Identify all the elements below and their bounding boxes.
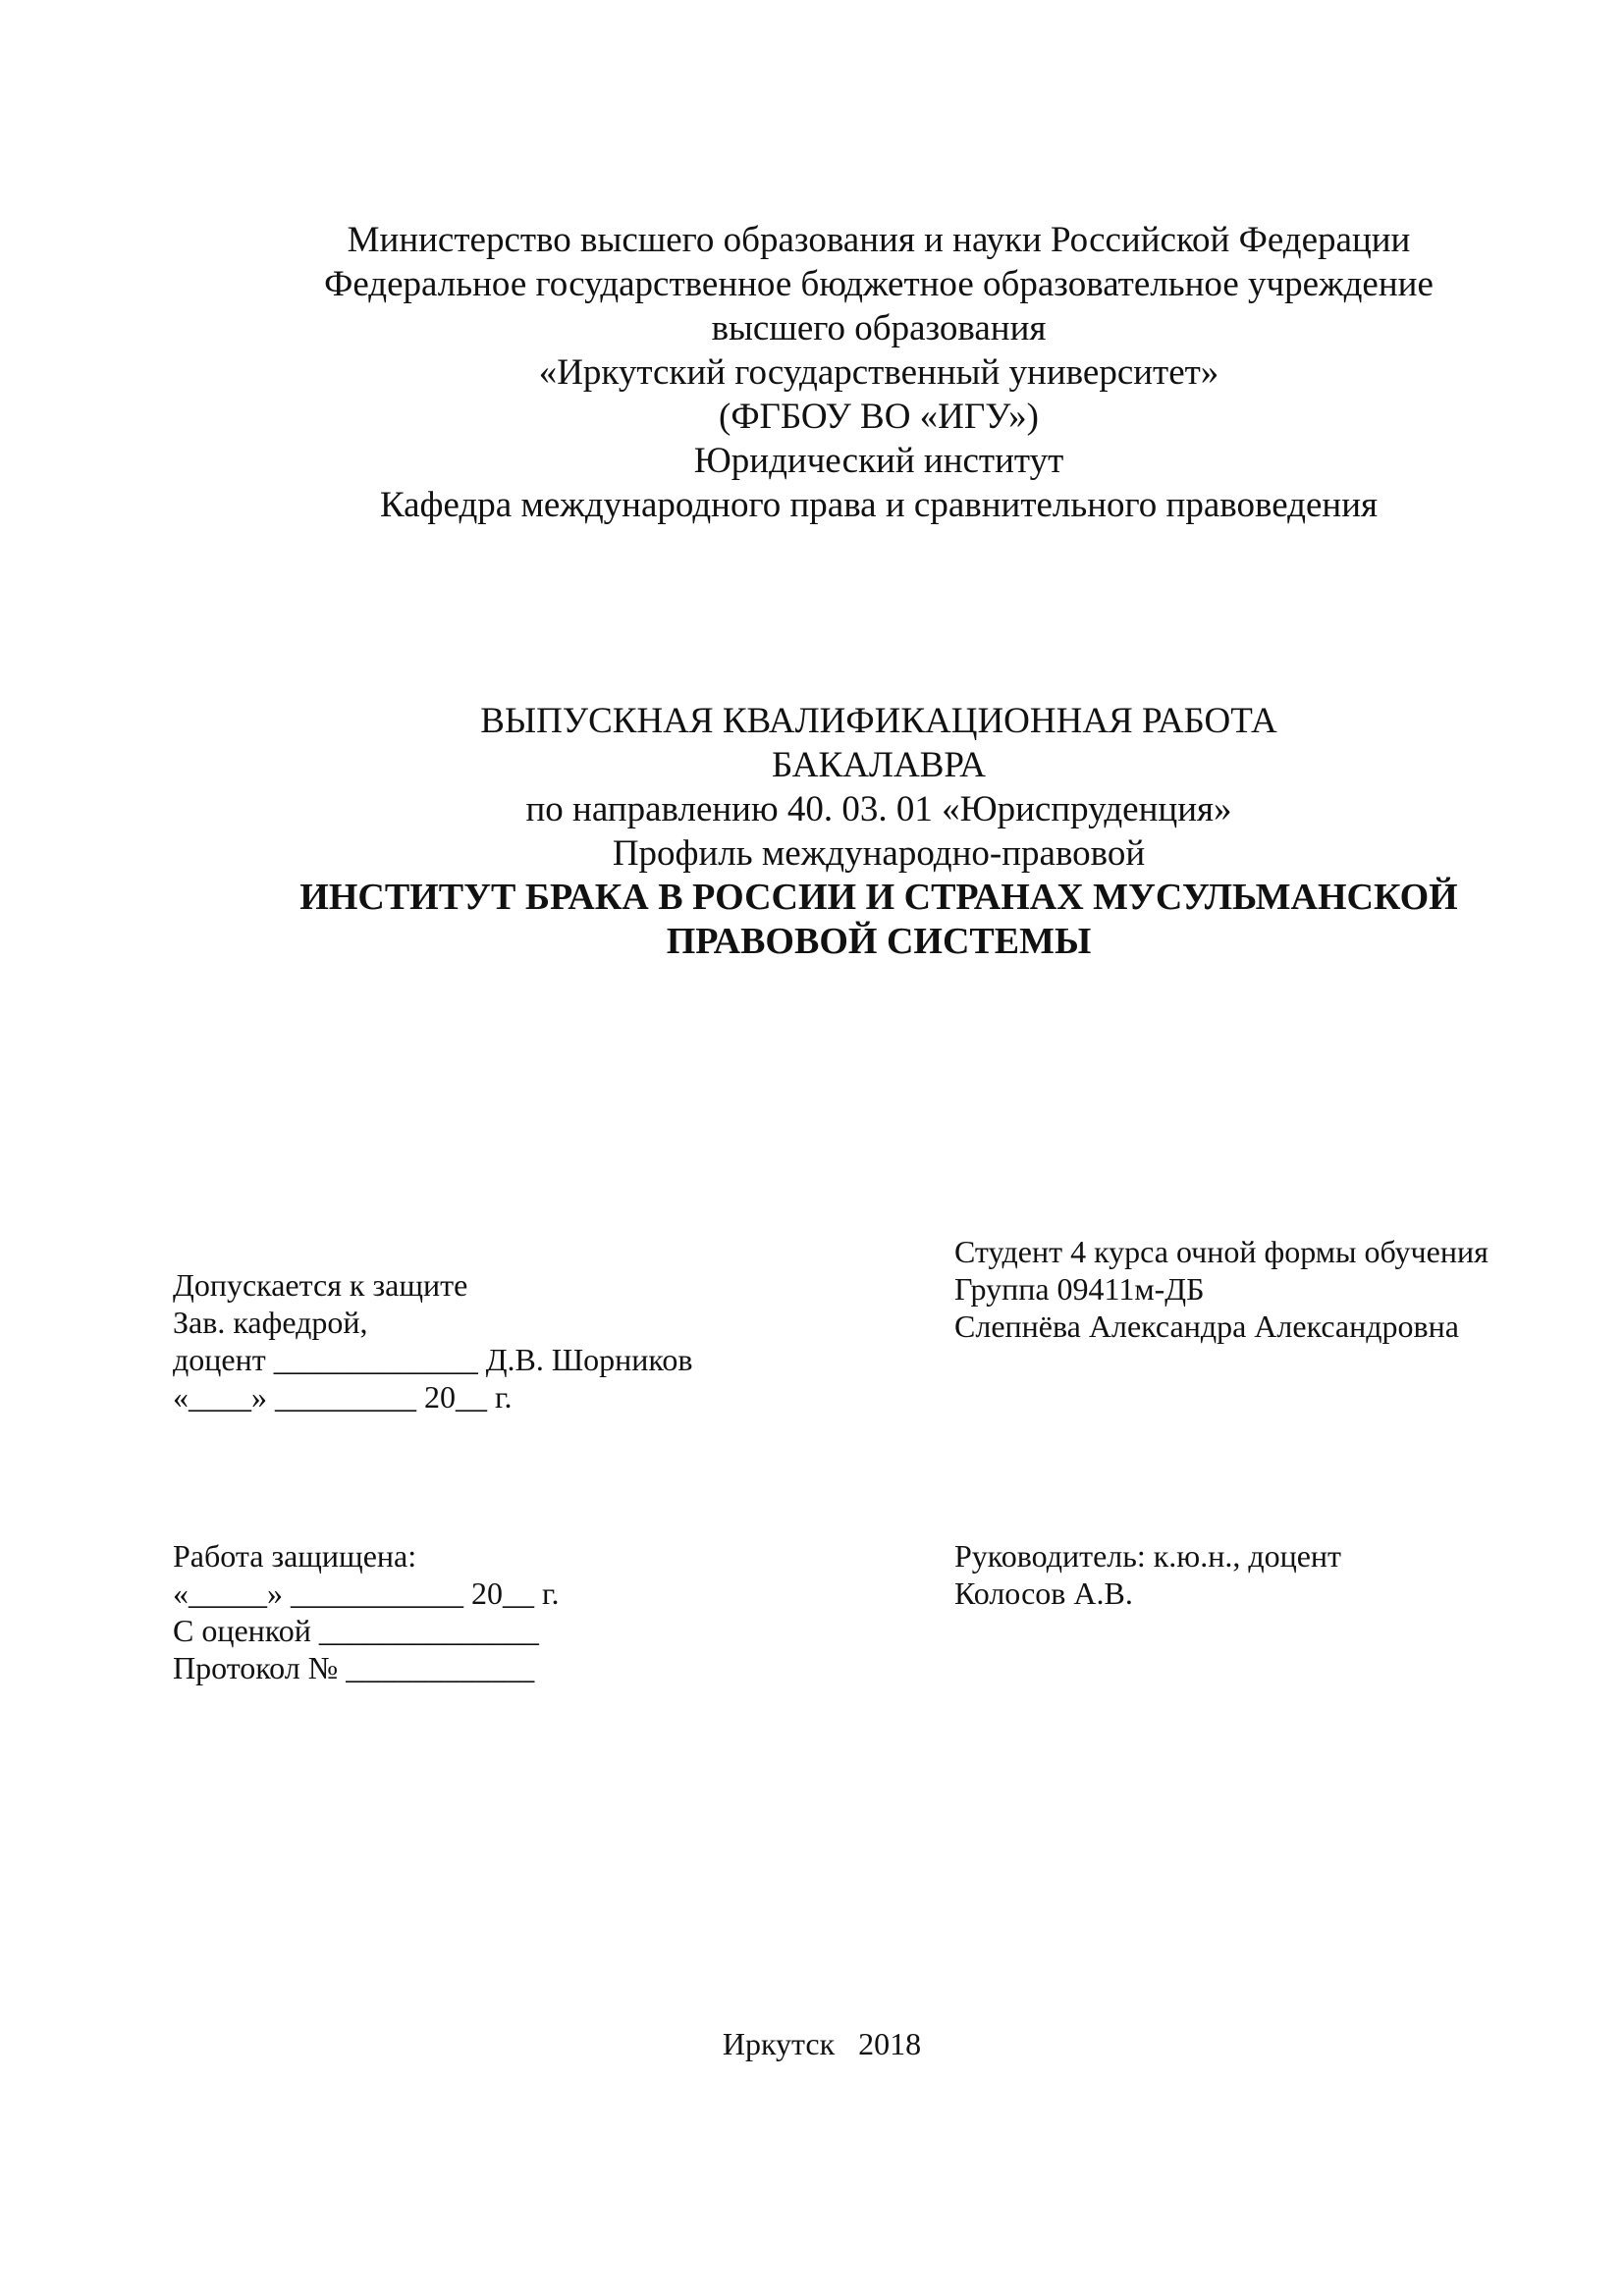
thesis-title-line-1: ИНСТИТУТ БРАКА В РОССИИ И СТРАНАХ МУСУЛЬМАНСКОЙ <box>299 877 1458 918</box>
admission-line-3: доцент _____________ Д.В. Шорников <box>173 1342 693 1377</box>
work-title-block <box>0 699 1624 964</box>
university-name-line: «Иркутский государственный университет» <box>538 352 1219 393</box>
city-year-text: Иркутск 2018 <box>722 2026 922 2061</box>
defense-line-3: С оценкой ______________ <box>173 1613 539 1648</box>
supervisor-block <box>954 1537 1341 1612</box>
education-level-line: высшего образования <box>711 308 1047 348</box>
thesis-title-line-2: ПРАВОВОЙ СИСТЕМЫ <box>666 921 1092 962</box>
supervisor-line-1: Руководитель: к.ю.н., доцент <box>954 1538 1342 1574</box>
admission-line-4: «____» _________ 20__ г. <box>173 1379 513 1415</box>
institution-header <box>0 218 1624 527</box>
supervisor-line-2: Колосов А.В. <box>954 1575 1133 1611</box>
university-abbreviation-line: (ФГБОУ ВО «ИГУ») <box>719 397 1039 437</box>
defense-line-2: «_____» ___________ 20__ г. <box>173 1575 560 1611</box>
work-type-line-1: ВЫПУСКНАЯ КВАЛИФИКАЦИОННАЯ РАБОТА <box>480 701 1277 741</box>
work-type-line-2: БАКАЛАВРА <box>772 745 986 785</box>
footer-city-year <box>0 2024 1624 2063</box>
institution-type-line: Федеральное государственное бюджетное образовательное учреждение <box>324 264 1434 304</box>
student-line-2: Группа 09411м-ДБ <box>954 1271 1205 1307</box>
student-line-3: Слепнёва Александра Александровна <box>954 1308 1459 1344</box>
department-line: Кафедра международного права и сравнительного правоведения <box>379 485 1379 525</box>
admission-line-2: Зав. кафедрой, <box>173 1305 368 1340</box>
defense-line-4: Протокол № ____________ <box>173 1650 535 1685</box>
direction-line: по направлению 40. 03. 01 «Юриспруденция» <box>525 789 1232 829</box>
ministry-line: Министерство высшего образования и науки Российской Федерации <box>347 220 1411 260</box>
profile-line: Профиль международно-правовой <box>612 833 1146 874</box>
student-line-1: Студент 4 курса очной формы обучения <box>954 1234 1489 1269</box>
defense-line-1: Работа защищена: <box>173 1538 417 1574</box>
admission-line-1: Допускается к защите <box>173 1267 468 1303</box>
defense-block <box>173 1537 560 1686</box>
student-block <box>954 1233 1489 1345</box>
institute-line: Юридический институт <box>693 441 1064 481</box>
admission-block <box>173 1266 692 1415</box>
